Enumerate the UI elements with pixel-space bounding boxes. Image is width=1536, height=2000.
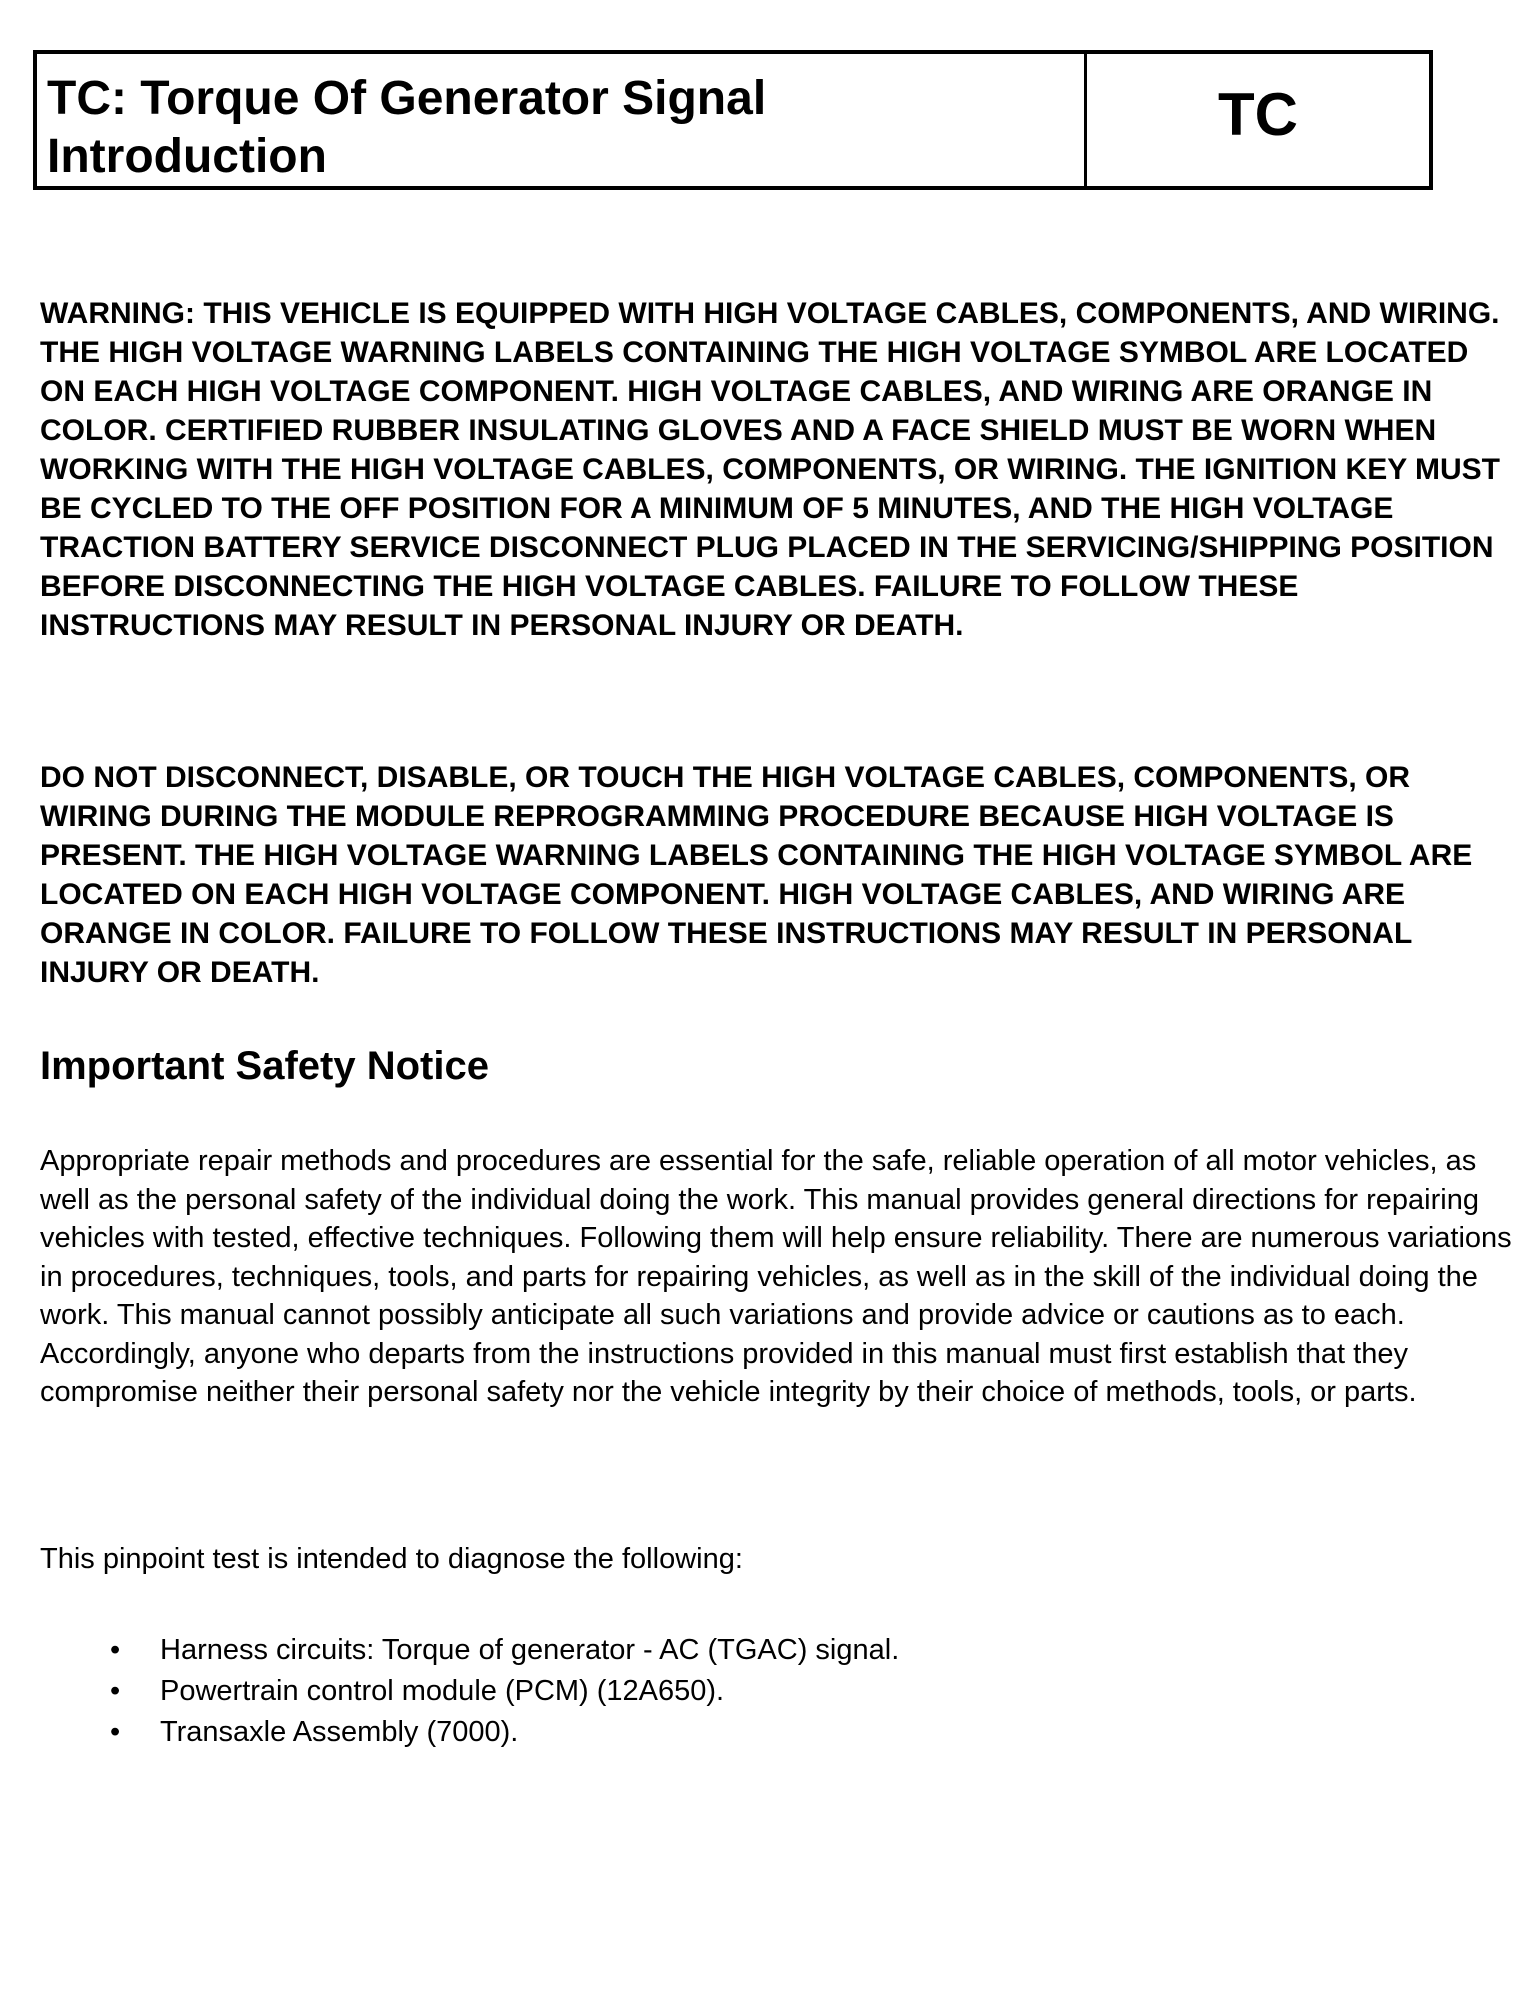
safety-notice-heading: Important Safety Notice [40,1044,489,1088]
diagnosis-list [40,1630,899,1753]
reprogramming-warning: DO NOT DISCONNECT, DISABLE, OR TOUCH THE HIGH VOLTAGE CABLES, COMPONENTS, OR WIRING DURING THE MODULE REPROGRAMMING PROCEDURE BECAUSE HIGH VOLTAGE IS PRESENT. THE HIGH VOLTAGE WARNING LABELS CONTAINING THE HIGH VOLTAGE SYMBOL ARE LOCATED ON EACH HIGH VOLTAGE COMPONENT. HIGH VOLTAGE CABLES, AND WIRING ARE ORANGE IN COLOR. FAILURE TO FOLLOW THESE INSTRUCTIONS MAY RESULT IN PERSONAL INJURY OR DEATH. [40,761,1473,989]
list-item [40,1671,899,1712]
header-box [33,50,1433,190]
page-title [37,54,1087,186]
page-title-line-2: Introduction [47,130,327,183]
list-item-text: Transaxle Assembly (7000). [160,1716,519,1748]
list-item [40,1712,899,1753]
list-item-text: Harness circuits: Torque of generator - AC (TGAC) signal. [160,1634,900,1666]
page-title-line-1: TC: Torque Of Generator Signal [47,72,767,125]
list-item [40,1630,899,1671]
pinpoint-intro: This pinpoint test is intended to diagnose the following: [40,1543,743,1575]
bullet-icon: • [110,1634,121,1666]
bullet-icon: • [110,1675,121,1707]
safety-notice-paragraph: Appropriate repair methods and procedures are essential for the safe, reliable operation of all motor vehicles, as well as the personal safety of the individual doing the work. This manual provides general directions for repairing vehicles with tested, effective techniques. Following them will help ensure reliability. There are numerous variations in procedures, techniques, tools, and parts for repairing vehicles, as well as in the skill of the individual doing the work. This manual cannot possibly anticipate all such variations and provide advice or cautions as to each. Accordingly, anyone who departs from the instructions provided in this manual must first establish that they compromise neither their personal safety nor the vehicle integrity by their choice of methods, tools, or parts. [40,1145,1512,1408]
section-code: TC [1218,80,1298,148]
high-voltage-warning: WARNING: THIS VEHICLE IS EQUIPPED WITH HIGH VOLTAGE CABLES, COMPONENTS, AND WIRING. THE HIGH VOLTAGE WARNING LABELS CONTAINING THE HIGH VOLTAGE SYMBOL ARE LOCATED ON EACH HIGH VOLTAGE COMPONENT. HIGH VOLTAGE CABLES, AND WIRING ARE ORANGE IN COLOR. CERTIFIED RUBBER INSULATING GLOVES AND A FACE SHIELD MUST BE WORN WHEN WORKING WITH THE HIGH VOLTAGE CABLES, COMPONENTS, OR WIRING. THE IGNITION KEY MUST BE CYCLED TO THE OFF POSITION FOR A MINIMUM OF 5 MINUTES, AND THE HIGH VOLTAGE TRACTION BATTERY SERVICE DISCONNECT PLUG PLACED IN THE SERVICING/SHIPPING POSITION BEFORE DISCONNECTING THE HIGH VOLTAGE CABLES. FAILURE TO FOLLOW THESE INSTRUCTIONS MAY RESULT IN PERSONAL INJURY OR DEATH. [40,297,1500,642]
bullet-icon: • [110,1716,121,1748]
list-item-text: Powertrain control module (PCM) (12A650). [160,1675,725,1707]
